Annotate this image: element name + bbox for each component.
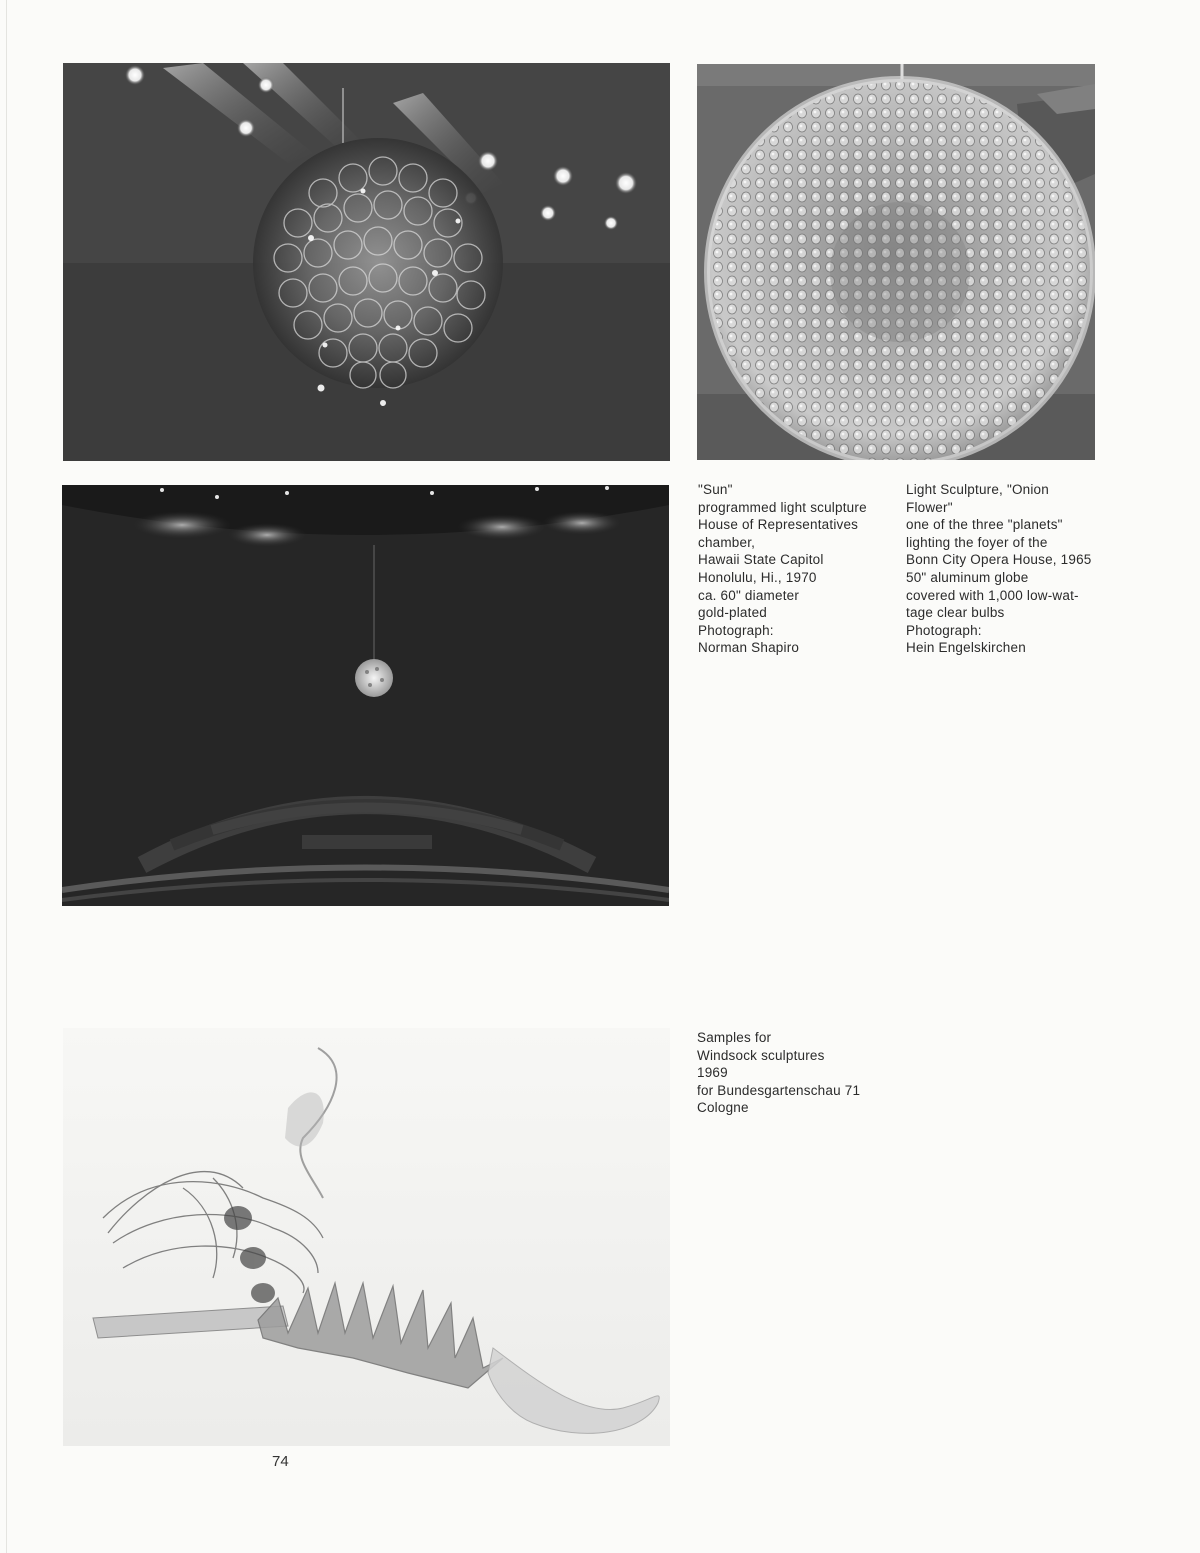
photo-house-chamber: [62, 485, 669, 906]
caption-line: "Sun": [698, 482, 733, 497]
photo-windsock-sculptures: [63, 1028, 670, 1446]
caption-line: Honolulu, Hi., 1970: [698, 569, 817, 585]
caption-windsock-sculptures: [697, 1029, 897, 1117]
caption-line: Photograph:: [698, 622, 774, 638]
caption-line: Cologne: [697, 1100, 749, 1116]
page-number: 74: [272, 1453, 289, 1470]
caption-line: Samples for: [697, 1030, 772, 1045]
caption-line: lighting the foyer of the: [906, 534, 1048, 550]
caption-line: chamber,: [698, 534, 756, 550]
caption-line: Photograph:: [906, 622, 982, 638]
photo-sun-sculpture-closeup: [63, 63, 670, 461]
caption-line: Hein Engelskirchen: [906, 640, 1026, 656]
caption-line: ca. 60" diameter: [698, 587, 800, 603]
caption-line: Light Sculpture, "Onion: [906, 482, 1049, 497]
caption-line: Bonn City Opera House, 1965: [906, 552, 1092, 568]
caption-line: gold-plated: [698, 605, 768, 621]
caption-line: Hawaii State Capitol: [698, 552, 824, 568]
caption-line: 1969: [697, 1065, 728, 1081]
caption-line: Windsock sculptures: [697, 1047, 825, 1063]
caption-line: tage clear bulbs: [906, 605, 1005, 621]
caption-line: Flower": [906, 499, 953, 515]
caption-onion-flower: [906, 481, 1126, 657]
caption-line: covered with 1,000 low-wat-: [906, 587, 1079, 603]
caption-line: Norman Shapiro: [698, 640, 800, 656]
caption-sun-sculpture: [698, 481, 898, 657]
caption-line: programmed light sculpture: [698, 499, 867, 515]
caption-line: one of the three "planets": [906, 517, 1063, 533]
caption-line: House of Representatives: [698, 517, 859, 533]
caption-line: for Bundesgartenschau 71: [697, 1082, 861, 1098]
caption-line: 50" aluminum globe: [906, 569, 1029, 585]
page-edge: [6, 0, 7, 1553]
photo-onion-flower-globe: [697, 64, 1095, 460]
